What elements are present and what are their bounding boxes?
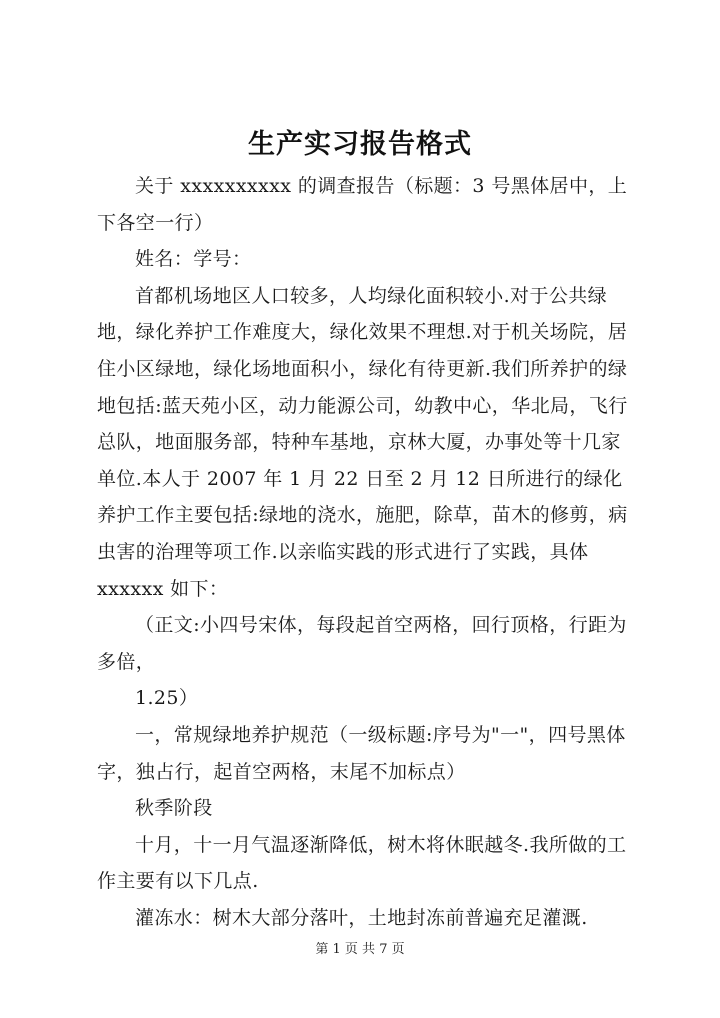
paragraph-autumn-stage: 秋季阶段 <box>135 797 213 820</box>
page-number-footer: 第 1 页 共 7 页 <box>315 942 405 957</box>
paragraph-winter-irrigation: 灌冻水：树木大部分落叶，土地封冻前普遍充足灌溉. <box>135 906 588 929</box>
paragraph-october-november: 十月，十一月气温逐渐降低，树木将休眠越冬.我所做的工作主要有以下几点. <box>97 833 627 893</box>
paragraph-name-id: 姓名：学号： <box>135 248 252 271</box>
document-body <box>97 168 637 936</box>
paragraph-line-spacing-value: 1.25） <box>135 687 199 710</box>
document-title: 生产实习报告格式 <box>248 129 472 160</box>
paragraph-introduction: 首都机场地区人口较多，人均绿化面积较小.对于公共绿地，绿化养护工作难度大，绿化效果不理想.对于机关场院，居住小区绿地，绿化场地面积小，绿化有待更新.我们所养护的绿地包括:蓝天苑小区，动力能源公司，幼教中心，华北局，飞行总队，地面服务部，特种车基地，京林大厦，办事处等十几家单位.本人于 2007 年 1 月 22 日至 2 月 12 日所进行的绿化养护工作主要包括:绿地的浇水，施肥，除草，苗木的修剪，病虫害的治理等项工作.以亲临实践的形式进行了实践，具体 xxxxxx 如下： <box>97 284 628 600</box>
paragraph-section-heading: 一，常规绿地养护规范（一级标题:序号为"一"，四号黑体字，独占行，起首空两格，末尾不加标点） <box>97 723 626 783</box>
paragraph-report-heading-note: 关于 xxxxxxxxxx 的调查报告（标题：3 号黑体居中，上下各空一行） <box>97 175 628 234</box>
paragraph-body-format-note: （正文:小四号宋体，每段起首空两格，回行顶格，行距为多倍， <box>97 614 627 673</box>
